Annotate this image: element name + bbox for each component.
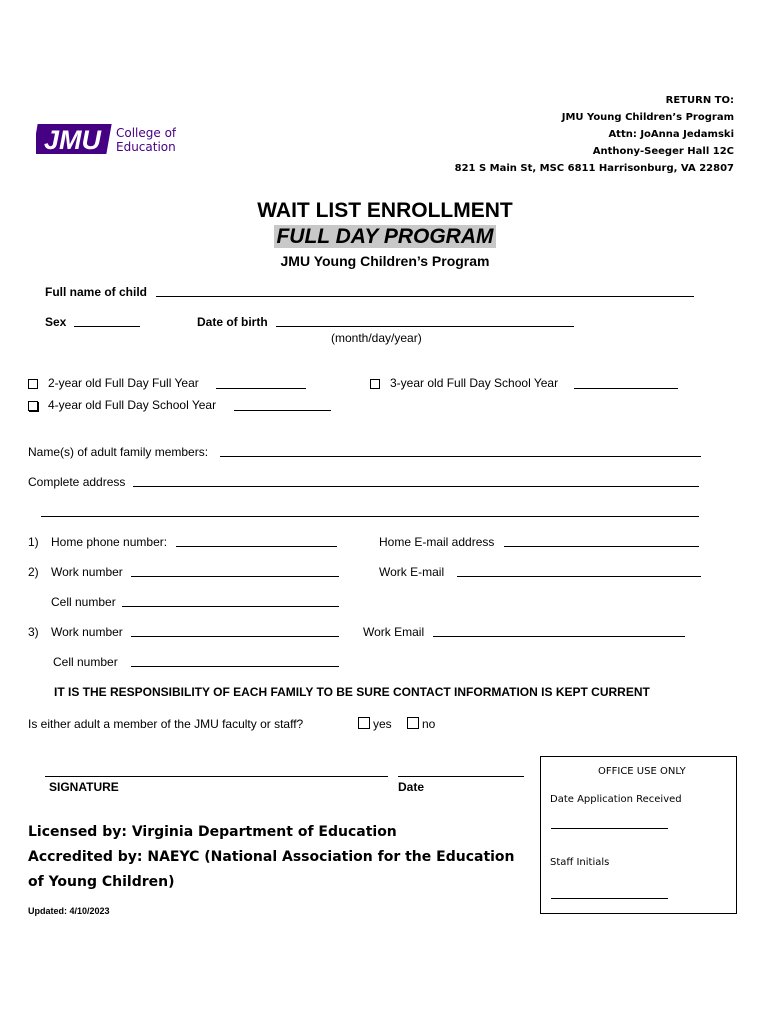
cell-3-field[interactable] xyxy=(131,666,339,667)
office-initials-label: Staff Initials xyxy=(550,857,610,868)
logo-line1: College of xyxy=(116,126,176,140)
work-email-3-field[interactable] xyxy=(433,636,685,637)
jmu-logo xyxy=(36,122,176,158)
yes-label: yes xyxy=(373,717,392,731)
office-title: OFFICE USE ONLY xyxy=(598,766,686,777)
accredited-by-line1: Accredited by: NAEYC (National Association for the Education xyxy=(28,849,515,865)
work-number-2-label: Work number xyxy=(51,565,123,579)
program-name: JMU Young Children’s Program xyxy=(280,253,490,269)
logo-brand: JMU xyxy=(44,125,102,155)
work-email-2-field[interactable] xyxy=(457,576,701,577)
faculty-no[interactable] xyxy=(407,717,435,731)
return-line4: 821 S Main St, MSC 6811 Harrisonburg, VA 22807 xyxy=(454,163,734,174)
dob-field[interactable] xyxy=(276,326,574,327)
checkbox-4yr[interactable] xyxy=(28,401,38,411)
return-line2: Attn: JoAnna Jedamski xyxy=(608,129,734,140)
cell-2-label: Cell number xyxy=(51,595,116,609)
page-title: WAIT LIST ENROLLMENT xyxy=(257,199,513,222)
option-3yr-field[interactable] xyxy=(574,388,678,389)
date-field[interactable] xyxy=(398,776,524,777)
contact-notice: IT IS THE RESPONSIBILITY OF EACH FAMILY TO BE SURE CONTACT INFORMATION IS KEPT CURRENT xyxy=(54,685,650,699)
checkbox-3yr[interactable] xyxy=(370,379,380,389)
logo-line2: Education xyxy=(116,140,176,154)
dob-hint: (month/day/year) xyxy=(331,331,422,345)
option-4yr[interactable] xyxy=(28,398,216,412)
option-3yr[interactable] xyxy=(370,376,558,390)
office-received-label: Date Application Received xyxy=(550,794,682,805)
office-initials-field[interactable] xyxy=(551,898,668,899)
contact-1-number: 1) xyxy=(28,535,39,549)
updated-date: Updated: 4/10/2023 xyxy=(28,906,110,916)
no-label: no xyxy=(422,717,436,731)
signature-label: SIGNATURE xyxy=(49,780,119,794)
accredited-by-line2: of Young Children) xyxy=(28,874,175,890)
cell-3-label: Cell number xyxy=(53,655,118,669)
return-line3: Anthony-Seeger Hall 12C xyxy=(592,146,734,157)
option-2yr-field[interactable] xyxy=(216,388,306,389)
subtitle: FULL DAY PROGRAM xyxy=(276,225,494,248)
adults-label: Name(s) of adult family members: xyxy=(28,445,209,459)
option-3yr-label: 3-year old Full Day School Year xyxy=(390,376,559,390)
checkbox-yes[interactable] xyxy=(358,717,370,729)
work-number-2-field[interactable] xyxy=(131,576,339,577)
work-number-3-field[interactable] xyxy=(131,636,339,637)
work-email-2-label: Work E-mail xyxy=(379,565,445,579)
home-email-field[interactable] xyxy=(504,546,699,547)
return-line1: JMU Young Children’s Program xyxy=(561,112,734,123)
checkbox-2yr[interactable] xyxy=(28,379,38,389)
work-number-3-label: Work number xyxy=(51,625,123,639)
address-field[interactable] xyxy=(133,486,699,487)
option-4yr-label: 4-year old Full Day School Year xyxy=(48,398,217,412)
dob-label: Date of birth xyxy=(197,315,268,329)
sex-field[interactable] xyxy=(74,326,140,327)
option-4yr-field[interactable] xyxy=(234,410,331,411)
option-2yr-label: 2-year old Full Day Full Year xyxy=(48,376,199,390)
address-label: Complete address xyxy=(28,475,126,489)
return-label: RETURN TO: xyxy=(665,95,734,106)
child-name-label: Full name of child xyxy=(45,285,148,299)
work-email-3-label: Work Email xyxy=(363,625,425,639)
home-phone-label: Home phone number: xyxy=(51,535,168,549)
date-label: Date xyxy=(398,780,425,794)
child-name-field[interactable] xyxy=(156,296,694,297)
checkbox-no[interactable] xyxy=(407,717,419,729)
home-phone-field[interactable] xyxy=(176,546,337,547)
contact-2-number: 2) xyxy=(28,565,39,579)
adults-field[interactable] xyxy=(220,456,701,457)
sex-label: Sex xyxy=(45,315,67,329)
office-use-box xyxy=(540,756,737,914)
office-received-field[interactable] xyxy=(551,828,668,829)
subtitle-wrap xyxy=(0,225,770,249)
faculty-question: Is either adult a member of the JMU faculty or staff? xyxy=(28,717,304,731)
address-field-2[interactable] xyxy=(41,516,699,517)
licensed-by: Licensed by: Virginia Department of Education xyxy=(28,824,397,840)
home-email-label: Home E-mail address xyxy=(379,535,495,549)
faculty-yes[interactable] xyxy=(358,717,392,731)
contact-3-number: 3) xyxy=(28,625,39,639)
option-2yr[interactable] xyxy=(28,376,199,390)
signature-field[interactable] xyxy=(45,776,388,777)
cell-2-field[interactable] xyxy=(122,606,339,607)
